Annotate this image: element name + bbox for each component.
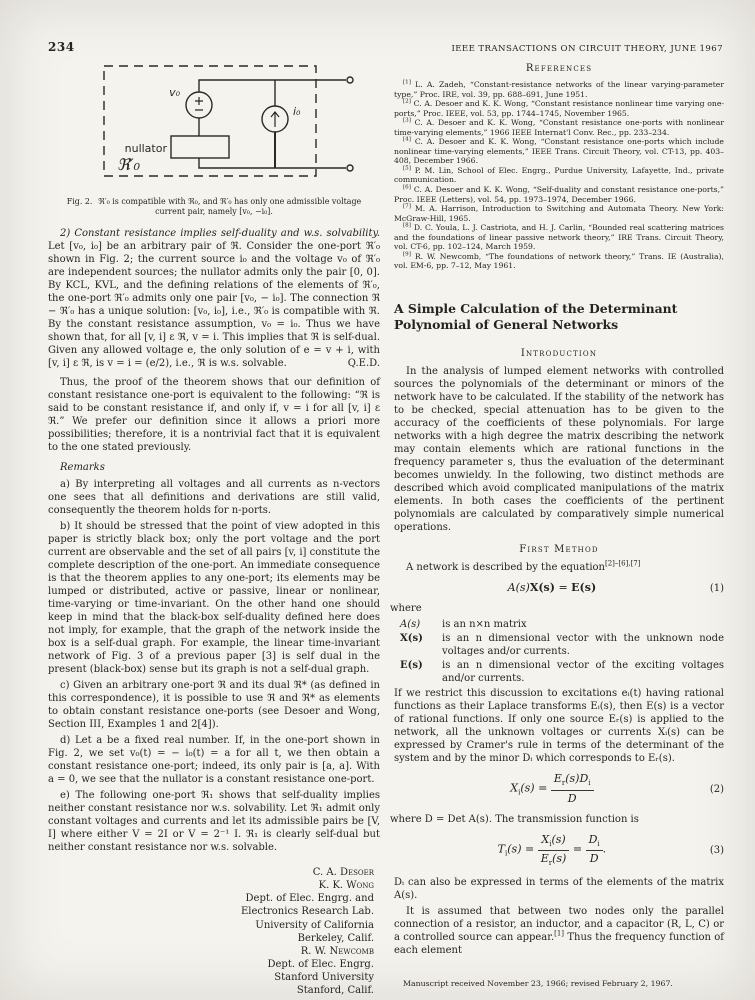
definition-row — [400, 659, 724, 685]
definition-term: E(s) — [400, 660, 423, 672]
eq3-lhs-rest: (s) — [507, 842, 522, 856]
page-number: 234 — [48, 40, 75, 54]
remark-d: d) Let a be a fixed real number. If, in the one-port shown in Fig. 2, we set v₀(t) = − i₀(t) = a for all t, we then obtain a constant resistance one-port; indeed, its only pair is [a, a]. With a = 0, we see that the nullator is a constant resistance one-port. — [48, 734, 380, 785]
figure-caption-label: Fig. 2. — [66, 197, 93, 206]
eq3-lhs: T — [497, 842, 506, 856]
reference-item — [394, 223, 724, 252]
article-title: A Simple Calculation of the Determinant Polynomial of General Networks — [394, 300, 678, 333]
reference-text: C. A. Desoer and K. K. Wong, “Self-duality and constant resistance one-ports,” Proc. IEEE (Letters), vol. 54, pp. 1973–1974, December 1966. — [394, 185, 724, 204]
eq3-period: . — [602, 842, 607, 856]
eq2-num-sub: r — [561, 779, 566, 788]
introduction-heading: Introduction — [520, 348, 598, 360]
reference-text: C. A. Desoer and K. K. Wong, “Constant resistance nonlinear time varying one-ports,” Proc. IEEE, vol. 53, pp. 1744–1745, November 1965. — [394, 99, 724, 118]
remark-c: c) Given an arbitrary one-port ℜ and its dual ℜ* (as defined in this correspondence), it is possible to use ℜ and ℜ* as elements to obtain constant resistance one-ports (see Desoer and Wong, Section III, Examples 1 and 2[4]). — [48, 679, 380, 730]
v0-label: v₀ — [169, 86, 180, 99]
eq3-f1-den-rest: (s) — [552, 852, 567, 866]
item2-body: Let [v₀, i₀] be an arbitrary pair of ℜ. Consider the one-port ℜ′₀ shown in Fig. 2; the current source i₀ and the voltage v₀ of ℜ′₀ are independent sources; the nullator admits only the pair [0, 0]. By KCL, KVL, and the defining relations of the elements of ℜ′₀, the one-port ℜ′₀ admits only one pair [v₀, − i₀]. The connection ℜ − ℜ′₀ has a unique solution: [v₀, i₀], i.e., ℜ′₀ is compatible with ℜ. By the constant resistance assumption, v₀ = i₀. Thus we have shown that, for all [v, i] ε ℜ, v = i. This implies that ℜ is self-dual. Given any allowed voltage e, the only solution of e = v + i, with [v, i] ε ℜ, is v = i = (e/2), i.e., ℜ is w.s. solvable. — [48, 240, 380, 369]
eq3-equals-b: = — [569, 842, 586, 856]
paragraph-di: Dᵢ can also be expressed in terms of the elements of the matrix A(s). — [394, 876, 724, 901]
eq2-num-sub2: i — [588, 779, 591, 788]
assumed-post: Thus the frequency function of each element — [394, 931, 724, 956]
definition-row — [400, 618, 724, 631]
definition-desc: is an n dimensional vector of the exciting voltages and/or currents. — [442, 660, 724, 685]
eq2-lhs-rest: (s) — [520, 781, 535, 795]
author-affiliation: Stanford University — [274, 972, 374, 984]
reference-marker: [6] — [403, 184, 411, 191]
reference-marker: [5] — [403, 165, 411, 172]
figure-2 — [48, 60, 380, 217]
journal-header: IEEE TRANSACTIONS ON CIRCUIT THEORY, JUNE 1967 — [451, 44, 723, 54]
equation-2-body — [394, 772, 710, 806]
reference-item — [394, 99, 724, 118]
reference-marker: [9] — [403, 251, 411, 258]
paragraph-assumed — [394, 905, 724, 957]
eq3-equals-a: = — [521, 842, 538, 856]
reference-item — [394, 137, 724, 166]
author-affiliation: Dept. of Elec. Engrg. and — [245, 893, 374, 905]
equation-3-number: (3) — [709, 845, 724, 857]
wire-bottom — [199, 158, 346, 168]
reference-marker: [4] — [403, 136, 411, 143]
reference-text: L. A. Zadeh, “Constant-resistance networks of the linear varying-parameter type,” Proc. IRE, vol. 39, pp. 688–691, June 1951. — [394, 80, 725, 99]
remark-b: b) It should be stressed that the point of view adopted in this paper is strictly black box; only the port voltage and the port current are observable and the set of all pairs [v, i] constitute the complete description of the one-port. An immediate consequence is that the theorem applies to any one-port; its elements may be lumped or distributed, active or passive, linear or nonlinear, time-varying or time-invariant. On the other hand one should keep in mind that the black-box self-duality defined here does not imply, for example, that the graph of the network inside the box is a self-dual graph. For example, the linear time-invariant network of Fig. 3 of a previous paper [3] is self dual in the present (black-box) sense but its graph is not a self-dual graph. — [48, 520, 380, 675]
eq2-denominator: D — [551, 790, 594, 806]
definition-row — [400, 632, 724, 658]
reference-item — [394, 252, 724, 271]
definitions-list — [400, 618, 724, 685]
equation-3 — [394, 833, 724, 869]
equation-1 — [394, 581, 724, 595]
eq3-fraction-2 — [586, 833, 603, 867]
paragraph-item2 — [48, 227, 380, 370]
equation-2 — [394, 772, 724, 806]
method-lead-citations: [2]–[6],[7] — [605, 559, 641, 568]
equation-1-body — [394, 581, 710, 595]
reference-marker: [8] — [403, 222, 411, 229]
eq3-f2-num-sub: i — [597, 840, 600, 849]
reference-item — [394, 166, 724, 185]
remark-a: a) By interpreting all voltages and all currents as n-vectors one sees that all definitions and derivations are still valid, consequently the theorem holds for n-ports. — [48, 478, 380, 516]
paragraph-thus: Thus, the proof of the theorem shows that our definition of constant resistance one-port is equivalent to the following: “ℜ is said to be constant resistance if, and only if, v = i for all [v, i] ε ℜ.” We prefer our definition since it allows a priori more possibilities; therefore, it is a nontrivial fact that it is equivalent to the one stated previously. — [48, 376, 380, 453]
paragraph-where-d: where D = Det A(s). The transmission function is — [390, 814, 639, 826]
reference-text: P. M. Lin, School of Elec. Engrg., Purdue University, Lafayette, Ind., private communication. — [394, 165, 724, 185]
terminal-top — [347, 77, 353, 83]
author-affiliation: Electronics Research Lab. — [240, 906, 374, 918]
definition-term: A(s) — [400, 619, 421, 631]
eq1-X: X(s) — [529, 581, 555, 595]
reference-item — [394, 204, 724, 223]
terminal-bottom — [347, 165, 353, 171]
eq3-f1-num-rest: (s) — [551, 833, 566, 847]
author-affiliation: Stanford, Calif. — [296, 985, 374, 997]
assumed-citation: [1] — [554, 929, 565, 938]
eq3-f1-den-sub: r — [548, 859, 553, 868]
eq1-E: E(s) — [571, 581, 597, 595]
reference-item — [394, 118, 724, 137]
wire-top — [199, 80, 346, 92]
reference-text: C. A. Desoer and K. K. Wong, “Constant resistance one-ports which include nonlinear time-varying elements,” IEEE Trans. Circuit Theory, vol. CT-13, pp. 403–408, December 1966. — [394, 137, 724, 166]
eq2-fraction — [551, 772, 594, 806]
reference-text: R. W. Newcomb, “The foundations of network theory,” Trans. IE (Australia), vol. EM-6, pp. 7–12, May 1961. — [394, 251, 724, 271]
author-affiliation: Berkeley, Calif. — [297, 932, 374, 944]
first-method-heading: First Method — [519, 544, 599, 556]
remarks-heading: Remarks — [60, 461, 105, 473]
eq3-f1-num-X: X — [541, 833, 550, 847]
references-list — [394, 80, 724, 271]
reference-text: M. A. Harrison, Introduction to Switching and Automata Theory. New York: McGraw-Hill, 1965. — [394, 204, 724, 223]
eq3-lhs-sub: i — [505, 849, 508, 858]
reference-marker: [2] — [403, 98, 411, 105]
eq1-equals: = — [554, 581, 572, 595]
author-signature-block — [48, 866, 380, 998]
definition-term: X(s) — [400, 633, 423, 645]
reference-marker: [7] — [403, 203, 411, 210]
plus-minus-icon — [195, 97, 203, 110]
manuscript-footnote: Manuscript received November 23, 1966; revised February 2, 1967. — [403, 978, 673, 988]
definition-desc: is an n dimensional vector with the unknown node voltages and/or currents. — [442, 633, 724, 658]
introduction-paragraph: In the analysis of lumped element networks with controlled sources the polynomials of the determinant or minors of the network have to be calculated. If the stability of the network has to be checked, special attenuation has to be given to the accuracy of the coefficients of these polynomials. For large networks with a high degree the matrix describing the network may contain elements which are rational functions in the frequency parameter s, thus the evaluation of the determinant becomes unwieldy. In the following, two distinct methods are described which avoid complicated manipulations of the matrix elements. In both cases the coefficients of the pertinent polynomials are calculated by comparatively simple numerical operations. — [394, 366, 724, 534]
i0-label: i₀ — [293, 105, 301, 118]
eq2-lhs-sub: i — [518, 789, 521, 798]
eq2-num-rest: (s)D — [565, 772, 589, 786]
references-heading: References — [525, 63, 593, 74]
method-lead — [394, 561, 724, 574]
reference-item — [394, 185, 724, 204]
eq3-f1-den-E: E — [540, 852, 549, 866]
method-lead-text: A network is described by the equation — [406, 562, 605, 574]
eq1-A: A(s) — [507, 581, 530, 595]
reference-text: C. A. Desoer and K. K. Wong, “Constant resistance one-ports with nonlinear time-varying elements,” 1966 IEEE Internat'l Conv. Rec., pp. 233–234. — [394, 118, 724, 137]
author-name: K. K. Wong — [318, 879, 374, 891]
figure-caption — [62, 197, 366, 217]
qed-label: Q.E.D. — [347, 357, 380, 369]
nullator-box — [171, 136, 229, 158]
eq2-numerator — [551, 772, 594, 789]
figure-caption-text: ℜ′₀ is compatible with ℜ₀, and ℜ′₀ has only one admissible voltage current pair, namely [v₀, −i₀]. — [98, 197, 362, 216]
reference-item — [394, 80, 724, 99]
equation-2-number: (2) — [709, 783, 724, 795]
reference-marker: [3] — [403, 117, 411, 124]
eq3-f1-numerator — [538, 833, 570, 850]
assumed-pre: It is assumed that between two nodes only the parallel connection of a resistor, an inductor, and a capacitor (R, L, C) or a controlled source can appear. — [394, 905, 724, 943]
right-column — [390, 60, 725, 992]
eq2-lhs: X — [510, 781, 519, 795]
nullator-label: nullator — [124, 142, 167, 155]
arrow-up-icon — [271, 112, 279, 127]
author-affiliation: Dept. of Elec. Engrg. — [267, 959, 374, 971]
where-label: where — [390, 603, 422, 615]
author-affiliation: University of California — [255, 919, 374, 931]
definition-desc: is an n×n matrix — [442, 619, 527, 631]
eq3-f2-denominator: D — [586, 850, 603, 866]
remark-e: e) The following one-port ℜ₁ shows that self-duality implies neither constant resistance nor w.s. solvability. Let ℜ₁ admit only constant voltages and currents and let its admissible pairs be [V, I] where either V = 2I or V = 2⁻¹ I. ℜ₁ is clearly self-dual but neither constant resistance nor w.s. solvable. — [48, 789, 380, 853]
equation-1-number: (1) — [709, 582, 724, 594]
eq3-f1-num-sub: i — [549, 840, 552, 849]
item2-lead: 2) Constant resistance implies self-duality and w.s. solvability. — [60, 227, 380, 239]
reference-marker: [1] — [403, 79, 411, 86]
eq3-f2-num-D: D — [588, 833, 598, 847]
network-symbol-label: ℜ′₀ — [117, 155, 141, 174]
eq3-f2-numerator — [586, 833, 603, 850]
author-name: R. W. Newcomb — [300, 945, 374, 957]
eq3-fraction-1 — [538, 833, 570, 869]
reference-text: D. C. Youla, L. J. Castriota, and H. J. Carlin, “Bounded real scattering matrices and the foundations of linear passive network theory,” IRE Trans. Circuit Theory, vol. CT-6, pp. 102–124, March 1959. — [394, 223, 724, 252]
equation-3-body — [394, 833, 710, 869]
left-column — [48, 60, 380, 998]
circuit-diagram — [49, 60, 379, 195]
eq3-f1-denominator — [538, 850, 570, 868]
eq2-equals: = — [534, 781, 551, 795]
paragraph-restrict: If we restrict this discussion to excitations eᵢ(t) having rational functions as their Laplace transforms Eᵢ(s), then E(s) is a vector of rational functions. If only one source Eᵣ(s) is applied to the network, all the unknown voltages or currents Xᵢ(s) can be expressed by Cramer's rule in terms of the determinant of the system and by the minor Dᵢ which corresponds to Eᵣ(s). — [394, 688, 724, 765]
author-name: C. A. Desoer — [312, 866, 374, 878]
eq2-num-E: E — [553, 772, 562, 786]
